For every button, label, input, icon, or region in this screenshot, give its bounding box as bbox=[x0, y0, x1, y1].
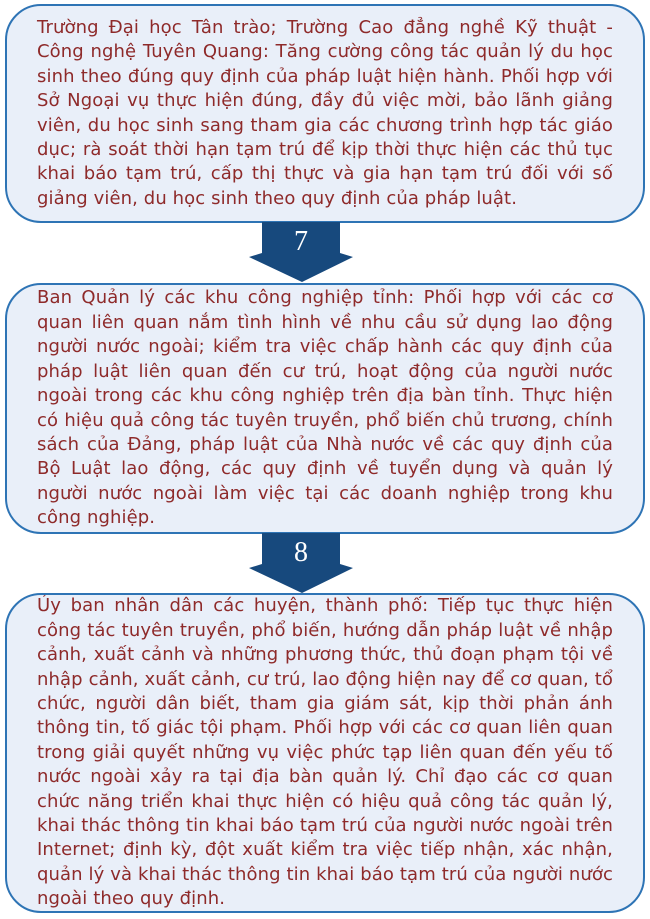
step-box-universities-text: Trường Đại học Tân trào; Trường Cao đẳng nghề Kỹ thuật - Công nghệ Tuyên Quang: Tăng cường công tác quản lý du học sinh theo đúng quy định của pháp luật hiện hành. Phối hợp với Sở Ngoại vụ thực hiện đúng, đầy đủ việc mời, bảo lãnh giảng viên, du học sinh sang tham gia các chương trình hợp tác giáo dục; rà soát thời hạn tạm trú để kịp thời thực hiện các thủ tục khai báo tạm trú, cấp thị thực và gia hạn tạm trú đối với số giảng viên, du học sinh theo quy định của pháp luật. bbox=[37, 16, 613, 209]
step-box-industrial-zones-board bbox=[5, 283, 645, 534]
step-box-district-peoples-committees-text: Ủy ban nhân dân các huyện, thành phố: Tiếp tục thực hiện công tác tuyên truyền, phổ biến, hướng dẫn pháp luật về nhập cảnh, xuất cảnh và những phương thức, thủ đoạn phạm tội về nhập cảnh, xuất cảnh, cư trú, lao động hiện nay để cơ quan, tổ chức, người dân biết, tham gia giám sát, kịp thời phản ánh thông tin, tố giác tội phạm. Phối hợp với các cơ quan liên quan trong giải quyết những vụ việc phức tạp liên quan đến yếu tố nước ngoài xảy ra tại địa bàn quản lý. Chỉ đạo các cơ quan chức năng triển khai thực hiện có hiệu quả công tác quản lý, khai thác thông tin khai báo tạm trú của người nước ngoài trên Internet; định kỳ, đột xuất kiểm tra việc tiếp nhận, xác nhận, quản lý và khai thác thông tin khai báo tạm trú của người nước ngoài theo quy định. bbox=[37, 595, 613, 910]
step-box-district-peoples-committees bbox=[5, 593, 645, 913]
step-box-industrial-zones-board-text: Ban Quản lý các khu công nghiệp tỉnh: Phối hợp với các cơ quan liên quan nắm tình hình về nhu cầu sử dụng lao động người nước ngoài; kiểm tra việc chấp hành các quy định của pháp luật liên quan đến cư trú, hoạt động của người nước ngoài trong các khu công nghiệp trên địa bàn tỉnh. Thực hiện có hiệu quả công tác tuyên truyền, phổ biến chủ trương, chính sách của Đảng, pháp luật của Nhà nước về các quy định của Bộ Luật lao động, các quy định về tuyển dụng và quản lý người nước ngoài làm việc tại các doanh nghiệp trong khu công nghiệp. bbox=[37, 287, 613, 529]
flow-arrow-7-label: 7 bbox=[294, 226, 308, 257]
flow-arrow-8 bbox=[249, 533, 353, 593]
flow-arrow-7 bbox=[249, 222, 353, 282]
step-box-universities bbox=[5, 4, 645, 223]
flow-arrow-8-label: 8 bbox=[294, 537, 308, 568]
